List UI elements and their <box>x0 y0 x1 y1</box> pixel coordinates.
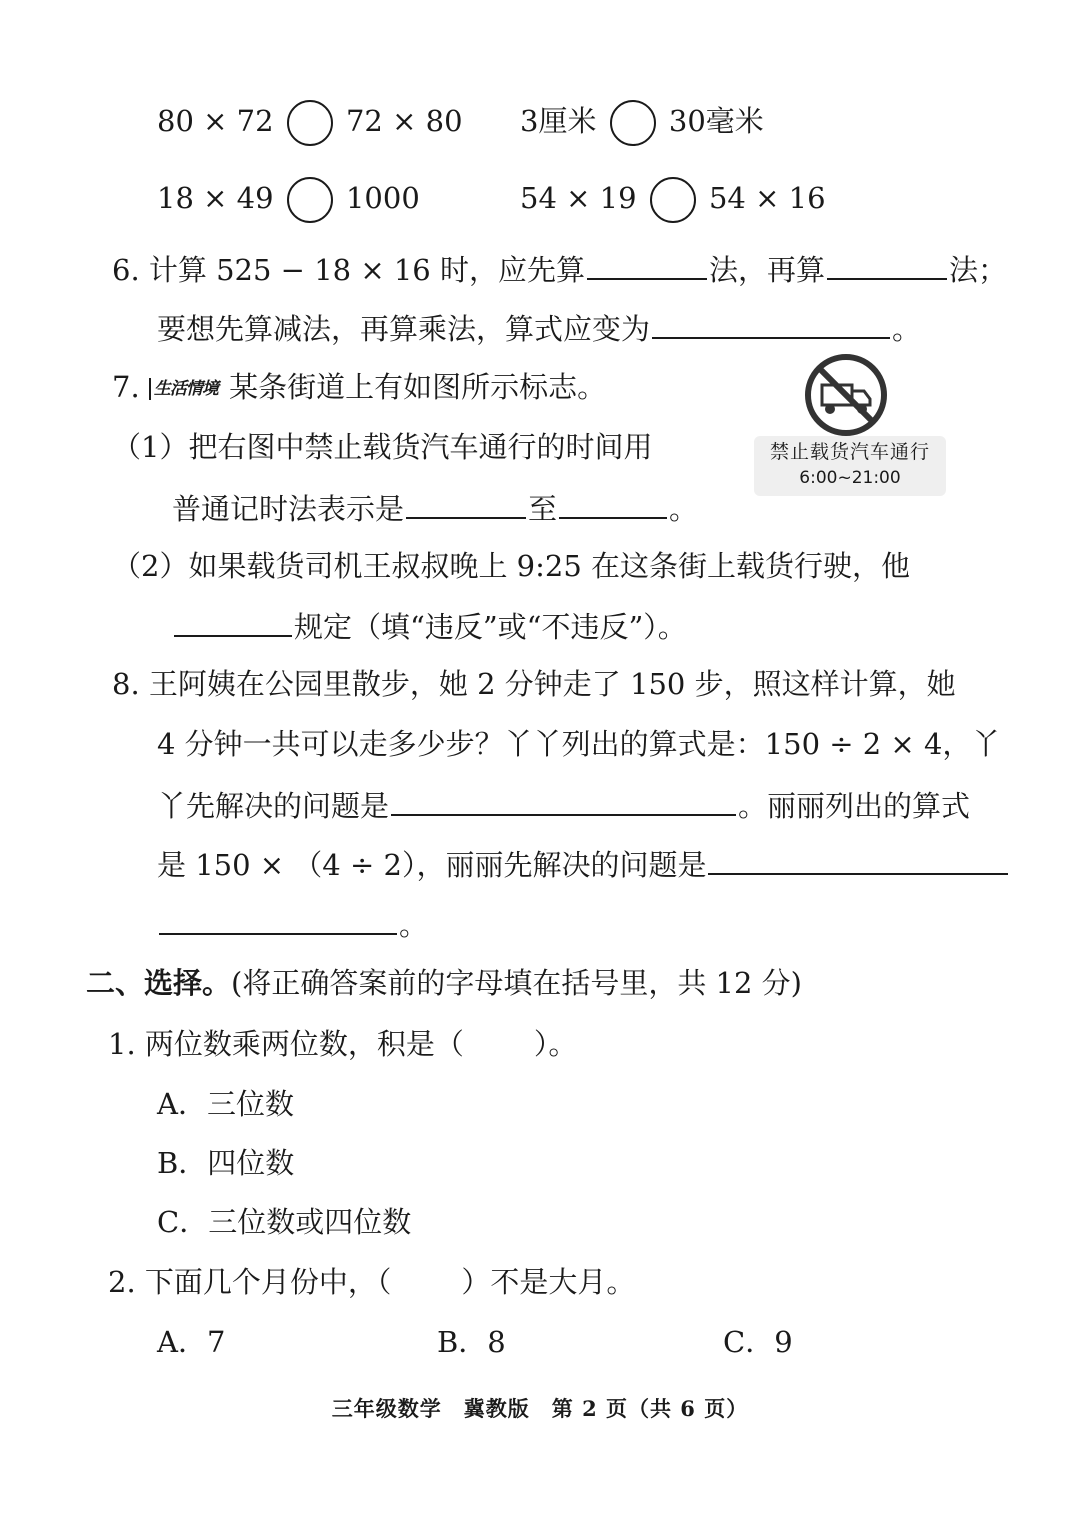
no-truck-sign-icon <box>804 353 888 437</box>
compare-row-1-right <box>520 100 764 146</box>
question-text: 某条街道上有如图所示标志。 <box>229 370 607 404</box>
option-text: A．7 <box>157 1325 226 1359</box>
sub-question-label: （1） <box>112 430 189 464</box>
c2-option-a[interactable] <box>157 1322 225 1362</box>
question-text: 4 分钟一共可以走多少步？丫丫列出的算式是：150 ÷ 2 × 4，丫 <box>157 727 1001 761</box>
expression: 54 × 19 <box>520 181 637 215</box>
compare-row-1-left <box>157 100 463 146</box>
question-text: 。丽丽列出的算式 <box>738 789 971 823</box>
compare-row-2-left <box>157 177 420 223</box>
c1-option-c[interactable] <box>157 1202 411 1242</box>
answer-blank[interactable] <box>174 605 292 637</box>
expression: 72 × 80 <box>345 104 463 138</box>
expression: 18 × 49 <box>157 181 274 215</box>
expression: 1000 <box>345 181 420 215</box>
question-text: 至 <box>528 492 558 526</box>
question-text: ）不是大月。 <box>461 1265 636 1299</box>
answer-blank[interactable] <box>559 487 667 519</box>
expression: 54 × 16 <box>708 181 826 215</box>
life-scenario-tag: 生活情境 <box>149 378 220 400</box>
option-text: B．四位数 <box>157 1146 295 1180</box>
question-text: 要想先算减法，再算乘法，算式应变为 <box>157 312 651 346</box>
q8-line-1 <box>112 664 956 704</box>
question-text: 法，再算 <box>708 253 825 287</box>
q8-line-5 <box>157 903 428 945</box>
question-text: 两位数乘两位数，积是（ <box>144 1027 464 1061</box>
question-text: 。 <box>399 908 429 942</box>
q8-line-4 <box>157 843 1010 885</box>
question-text: 。 <box>669 492 699 526</box>
section-title: 二、选择。 <box>86 966 232 1000</box>
question-text: 丫先解决的问题是 <box>157 789 390 823</box>
section-note: (将正确答案前的字母填在括号里，共 12 分) <box>231 966 802 1000</box>
question-number: 6. <box>112 253 140 287</box>
answer-blank[interactable] <box>652 307 890 339</box>
option-text: C．三位数或四位数 <box>157 1205 412 1239</box>
answer-blank[interactable] <box>391 784 736 816</box>
sub-question-label: （2） <box>112 549 189 583</box>
question-text: 法； <box>948 253 1007 287</box>
c1-option-b[interactable] <box>157 1143 294 1183</box>
c2-stem <box>108 1262 635 1302</box>
q7-sub1-line-2 <box>172 487 698 529</box>
question-text: 计算 525 − 18 × 16 时，应先算 <box>148 253 585 287</box>
option-text: A．三位数 <box>157 1087 294 1121</box>
answer-blank[interactable] <box>587 248 707 280</box>
question-text: 如果载货司机王叔叔晚上 9:25 在这条街上载货行驶，他 <box>188 549 911 583</box>
q6-line-1 <box>112 248 1007 290</box>
q7-sub1-line-1 <box>112 427 652 467</box>
expression: 3厘米 <box>520 104 597 138</box>
answer-blank[interactable] <box>406 487 526 519</box>
question-number: 2. <box>108 1265 136 1299</box>
question-text: 把右图中禁止载货汽车通行的时间用 <box>188 430 653 464</box>
question-text: ）。 <box>533 1027 578 1061</box>
answer-blank[interactable] <box>159 903 397 935</box>
q6-line-2 <box>157 307 921 349</box>
question-number: 8. <box>112 667 140 701</box>
expression: 30毫米 <box>668 104 764 138</box>
q7-sub2-line-2 <box>172 605 687 647</box>
compare-circle[interactable] <box>287 100 333 146</box>
q8-line-3 <box>157 784 970 826</box>
question-text: 普通记时法表示是 <box>172 492 405 526</box>
compare-circle[interactable] <box>287 177 333 223</box>
c1-stem <box>108 1024 577 1064</box>
sign-card <box>754 436 946 496</box>
answer-blank[interactable] <box>708 843 1008 875</box>
option-text: C．9 <box>723 1325 793 1359</box>
question-text: 规定（填“违反”或“不违反”）。 <box>294 610 687 644</box>
c1-option-a[interactable] <box>157 1084 294 1124</box>
sign-time: 6:00~21:00 <box>799 468 901 488</box>
page-footer: 三年级数学 冀教版 第 2 页（共 6 页） <box>331 1396 749 1421</box>
sign-text: 禁止载货汽车通行 <box>769 441 930 463</box>
question-number: 7. <box>112 370 140 404</box>
c2-option-c[interactable] <box>723 1322 793 1362</box>
answer-blank[interactable] <box>827 248 947 280</box>
section-2-header <box>86 963 802 1003</box>
question-text: 是 150 × （4 ÷ 2），丽丽先解决的问题是 <box>157 848 707 882</box>
c2-option-b[interactable] <box>437 1322 506 1362</box>
question-number: 1. <box>108 1027 136 1061</box>
question-text: 。 <box>892 312 922 346</box>
question-text: 王阿姨在公园里散步，她 2 分钟走了 150 步，照这样计算，她 <box>148 667 956 701</box>
q7-sub2-line-1 <box>112 546 910 586</box>
compare-circle[interactable] <box>610 100 656 146</box>
question-text: 下面几个月份中，（ <box>144 1265 392 1299</box>
compare-row-2-right <box>520 177 826 223</box>
expression: 80 × 72 <box>157 104 274 138</box>
q7-line-1 <box>112 367 606 407</box>
compare-circle[interactable] <box>650 177 696 223</box>
option-text: B．8 <box>437 1325 506 1359</box>
q8-line-2 <box>157 724 1000 764</box>
